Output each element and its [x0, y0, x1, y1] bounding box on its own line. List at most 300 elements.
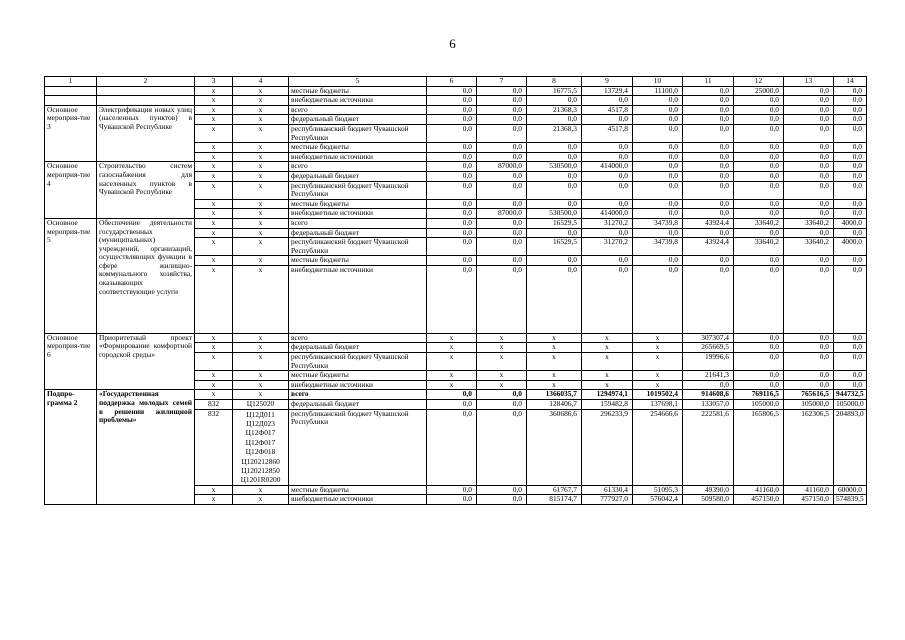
grbs-cell: x [195, 162, 233, 172]
value-cell: 204893,0 [834, 409, 867, 485]
grbs-cell: x [195, 152, 233, 162]
value-cell: 0,0 [834, 162, 867, 172]
value-cell: x [427, 343, 477, 353]
value-cell: x [527, 333, 582, 343]
value-cell: 0,0 [784, 209, 834, 219]
value-cell: 222581,6 [683, 409, 734, 485]
value-cell: 1294974,1 [582, 390, 633, 400]
value-cell: 33640,2 [734, 238, 784, 256]
value-cell: 41160,0 [734, 485, 784, 495]
value-cell: 0,0 [734, 380, 784, 390]
value-cell: 0,0 [834, 181, 867, 199]
value-cell: 0,0 [734, 199, 784, 209]
table-row [45, 96, 867, 106]
value-cell: 0,0 [834, 343, 867, 353]
value-cell: 0,0 [477, 105, 527, 115]
grbs-cell: x [195, 143, 233, 153]
value-cell: 914608,6 [683, 390, 734, 400]
value-cell: 0,0 [784, 105, 834, 115]
value-cell: x [477, 343, 527, 353]
col-num: 2 [97, 77, 195, 87]
event-title-cell [97, 96, 195, 106]
value-cell: 4000,0 [834, 218, 867, 228]
kbk-cell: x [233, 485, 289, 495]
value-cell: 0,0 [427, 390, 477, 400]
kbk-cell: x [233, 115, 289, 125]
value-cell: x [633, 371, 683, 381]
col-num: 13 [784, 77, 834, 87]
value-cell: 265669,5 [683, 343, 734, 353]
kbk-cell: x [233, 218, 289, 228]
col-num: 3 [195, 77, 233, 87]
col-num: 9 [582, 77, 633, 87]
event-cell: Основное мероприя-тие 4 [45, 162, 97, 219]
event-cell: Основное мероприя-тие 5 [45, 218, 97, 333]
value-cell: 296233,9 [582, 409, 633, 485]
value-cell: 0,0 [427, 409, 477, 485]
value-cell: 0,0 [527, 171, 582, 181]
value-cell: 1366035,7 [527, 390, 582, 400]
value-cell: 0,0 [582, 115, 633, 125]
value-cell: 159482,8 [582, 400, 633, 410]
value-cell: 0,0 [427, 96, 477, 106]
value-cell: 0,0 [734, 115, 784, 125]
source-cell: всего [289, 162, 427, 172]
value-cell: 1019502,4 [633, 390, 683, 400]
value-cell: x [477, 333, 527, 343]
value-cell: 0,0 [734, 124, 784, 142]
value-cell: 0,0 [734, 105, 784, 115]
value-cell: 457150,0 [734, 495, 784, 505]
value-cell: 0,0 [477, 199, 527, 209]
value-cell: 49390,0 [683, 485, 734, 495]
value-cell: 0,0 [582, 152, 633, 162]
value-cell: 0,0 [683, 228, 734, 238]
grbs-cell: x [195, 181, 233, 199]
value-cell: 0,0 [527, 96, 582, 106]
grbs-cell: x [195, 265, 233, 333]
value-cell: 0,0 [834, 171, 867, 181]
value-cell: 0,0 [683, 171, 734, 181]
source-cell: местные бюджеты [289, 371, 427, 381]
value-cell: 0,0 [527, 265, 582, 333]
value-cell: x [633, 380, 683, 390]
value-cell: 43924,4 [683, 238, 734, 256]
source-cell: федеральный бюджет [289, 400, 427, 410]
value-cell: 0,0 [834, 86, 867, 96]
value-cell: 0,0 [477, 265, 527, 333]
value-cell: 0,0 [784, 124, 834, 142]
table-row [45, 162, 867, 172]
kbk-cell: x [233, 152, 289, 162]
value-cell: 0,0 [633, 115, 683, 125]
value-cell: 87000,0 [477, 162, 527, 172]
value-cell: 0,0 [477, 390, 527, 400]
event-title-cell: Обеспечение деятельности государственных (муниципальных) учреждений, организаций, осуществляющих функции в сфере жилищно-коммунального хозяйства, оказывающих соответствующие услуги [97, 218, 195, 333]
value-cell: 0,0 [784, 380, 834, 390]
value-cell: 0,0 [633, 152, 683, 162]
kbk-cell: x [233, 380, 289, 390]
value-cell: 0,0 [683, 124, 734, 142]
source-cell: внебюджетные источники [289, 495, 427, 505]
value-cell: 0,0 [683, 209, 734, 219]
grbs-cell: x [195, 343, 233, 353]
value-cell: x [527, 380, 582, 390]
value-cell: 11100,0 [633, 86, 683, 96]
value-cell: 509580,0 [683, 495, 734, 505]
value-cell: 105000,0 [734, 400, 784, 410]
value-cell: 0,0 [477, 400, 527, 410]
kbk-cell: Ц125020 [233, 400, 289, 410]
value-cell: 574839,5 [834, 495, 867, 505]
col-num: 1 [45, 77, 97, 87]
value-cell: 0,0 [477, 495, 527, 505]
value-cell: 19996,6 [683, 353, 734, 371]
value-cell: x [582, 353, 633, 371]
kbk-cell: x [233, 143, 289, 153]
value-cell: 0,0 [633, 124, 683, 142]
value-cell: 0,0 [427, 485, 477, 495]
grbs-cell: x [195, 105, 233, 115]
value-cell: 0,0 [683, 256, 734, 266]
value-cell: x [633, 343, 683, 353]
col-num: 4 [233, 77, 289, 87]
value-cell: 0,0 [834, 209, 867, 219]
value-cell: 0,0 [427, 218, 477, 228]
grbs-cell: x [195, 390, 233, 400]
kbk-cell: Ц12Д011 Ц12Д023 Ц12Ф017 Ц12Ф017 Ц12Ф018 Ц120212860 Ц120212850 Ц1201R0200 [233, 409, 289, 485]
value-cell: 0,0 [527, 181, 582, 199]
value-cell: 0,0 [527, 256, 582, 266]
value-cell: 0,0 [582, 96, 633, 106]
table-row [45, 390, 867, 400]
kbk-cell: x [233, 228, 289, 238]
value-cell: 0,0 [477, 228, 527, 238]
kbk-cell: x [233, 256, 289, 266]
page-number: 6 [449, 36, 456, 51]
value-cell: x [582, 333, 633, 343]
grbs-cell: x [195, 485, 233, 495]
value-cell: 0,0 [784, 228, 834, 238]
event-title-cell: Строительство систем газоснабжения для населенных пунктов в Чувашской Республике [97, 162, 195, 219]
col-num: 11 [683, 77, 734, 87]
grbs-cell: x [195, 96, 233, 106]
source-cell: местные бюджеты [289, 86, 427, 96]
value-cell: 0,0 [633, 162, 683, 172]
value-cell: 0,0 [784, 181, 834, 199]
value-cell: 0,0 [834, 143, 867, 153]
kbk-cell: x [233, 105, 289, 115]
value-cell: x [427, 371, 477, 381]
value-cell: x [633, 333, 683, 343]
value-cell: 0,0 [784, 371, 834, 381]
source-cell: всего [289, 105, 427, 115]
value-cell: 60000,0 [834, 485, 867, 495]
value-cell: 0,0 [427, 115, 477, 125]
value-cell: 0,0 [427, 181, 477, 199]
value-cell: 0,0 [477, 115, 527, 125]
value-cell: 0,0 [683, 143, 734, 153]
value-cell: 0,0 [633, 96, 683, 106]
kbk-cell: x [233, 181, 289, 199]
value-cell: 0,0 [683, 105, 734, 115]
event-cell: Основное мероприя-тие 6 [45, 333, 97, 390]
value-cell: 133057,0 [683, 400, 734, 410]
value-cell: 0,0 [834, 105, 867, 115]
value-cell: 0,0 [784, 152, 834, 162]
value-cell: 31270,2 [582, 218, 633, 228]
kbk-cell: x [233, 495, 289, 505]
value-cell: 0,0 [427, 152, 477, 162]
value-cell: 0,0 [784, 265, 834, 333]
value-cell: 769116,5 [734, 390, 784, 400]
grbs-cell: x [195, 353, 233, 371]
source-cell: внебюджетные источники [289, 380, 427, 390]
value-cell: 0,0 [784, 86, 834, 96]
grbs-cell: 832 [195, 400, 233, 410]
value-cell: 0,0 [427, 400, 477, 410]
value-cell: 0,0 [834, 371, 867, 381]
value-cell: 0,0 [734, 171, 784, 181]
value-cell: 4000,0 [834, 238, 867, 256]
value-cell: 0,0 [633, 265, 683, 333]
value-cell: x [477, 380, 527, 390]
kbk-cell: x [233, 371, 289, 381]
value-cell: 0,0 [582, 143, 633, 153]
value-cell: 815174,7 [527, 495, 582, 505]
value-cell: 0,0 [633, 209, 683, 219]
budget-table [44, 76, 867, 505]
kbk-cell: x [233, 162, 289, 172]
source-cell: республиканский бюджет Чувашской Республики [289, 238, 427, 256]
value-cell: 0,0 [527, 199, 582, 209]
kbk-cell: x [233, 96, 289, 106]
event-cell [45, 96, 97, 106]
value-cell: x [582, 380, 633, 390]
value-cell: 576042,4 [633, 495, 683, 505]
value-cell: x [527, 343, 582, 353]
value-cell: 165806,5 [734, 409, 784, 485]
value-cell: 0,0 [527, 143, 582, 153]
kbk-cell: x [233, 343, 289, 353]
value-cell: 0,0 [784, 96, 834, 106]
source-cell: всего [289, 218, 427, 228]
grbs-cell: x [195, 218, 233, 228]
value-cell: x [582, 343, 633, 353]
value-cell: x [527, 371, 582, 381]
value-cell: 0,0 [734, 96, 784, 106]
value-cell: 0,0 [477, 171, 527, 181]
grbs-cell: x [195, 115, 233, 125]
value-cell: 0,0 [834, 115, 867, 125]
col-num: 12 [734, 77, 784, 87]
value-cell: 0,0 [633, 199, 683, 209]
subprogram-cell: Подпро-грамма 2 [45, 390, 97, 505]
grbs-cell: x [195, 256, 233, 266]
value-cell: 0,0 [784, 115, 834, 125]
grbs-cell: x [195, 86, 233, 96]
col-num: 14 [834, 77, 867, 87]
value-cell: 0,0 [784, 256, 834, 266]
value-cell: 0,0 [427, 228, 477, 238]
value-cell: 51095,3 [633, 485, 683, 495]
source-cell: всего [289, 390, 427, 400]
value-cell: 0,0 [633, 171, 683, 181]
source-cell: федеральный бюджет [289, 171, 427, 181]
subprogram-title-cell: «Государственная поддержка молодых семей в решении жилищной проблемы» [97, 390, 195, 505]
kbk-cell: x [233, 86, 289, 96]
value-cell: 360686,6 [527, 409, 582, 485]
value-cell: 944732,5 [834, 390, 867, 400]
value-cell: 0,0 [834, 265, 867, 333]
value-cell: 16529,5 [527, 218, 582, 228]
value-cell: 0,0 [734, 181, 784, 199]
value-cell: 0,0 [477, 96, 527, 106]
grbs-cell: x [195, 228, 233, 238]
value-cell: 0,0 [834, 380, 867, 390]
grbs-cell: x [195, 371, 233, 381]
value-cell: 0,0 [427, 199, 477, 209]
value-cell: 13729,4 [582, 86, 633, 96]
value-cell: 0,0 [633, 143, 683, 153]
value-cell: 530500,0 [527, 162, 582, 172]
value-cell: 0,0 [834, 199, 867, 209]
source-cell: республиканский бюджет Чувашской Республики [289, 181, 427, 199]
value-cell: x [527, 353, 582, 371]
value-cell: 0,0 [427, 209, 477, 219]
value-cell: 0,0 [734, 371, 784, 381]
value-cell: 21368,3 [527, 105, 582, 115]
value-cell: x [477, 371, 527, 381]
value-cell: 25000,0 [734, 86, 784, 96]
value-cell: 0,0 [834, 333, 867, 343]
value-cell: 457150,0 [784, 495, 834, 505]
value-cell: 0,0 [834, 256, 867, 266]
value-cell: 0,0 [427, 256, 477, 266]
value-cell: 0,0 [784, 143, 834, 153]
grbs-cell: 832 [195, 409, 233, 485]
value-cell: 87000,0 [477, 209, 527, 219]
value-cell: 0,0 [834, 152, 867, 162]
source-cell: внебюджетные источники [289, 152, 427, 162]
value-cell: 0,0 [734, 256, 784, 266]
source-cell: местные бюджеты [289, 256, 427, 266]
value-cell: 0,0 [477, 485, 527, 495]
value-cell: 0,0 [633, 228, 683, 238]
value-cell: 0,0 [683, 181, 734, 199]
value-cell: 0,0 [427, 86, 477, 96]
source-cell: внебюджетные источники [289, 96, 427, 106]
value-cell: 307307,4 [683, 333, 734, 343]
value-cell: 0,0 [582, 256, 633, 266]
value-cell: 33640,2 [784, 238, 834, 256]
event-cell [45, 86, 97, 96]
grbs-cell: x [195, 209, 233, 219]
value-cell: 61767,7 [527, 485, 582, 495]
value-cell: 0,0 [683, 152, 734, 162]
event-title-cell: Приоритетный проект «Формирование комфортной городской среды» [97, 333, 195, 390]
col-num: 7 [477, 77, 527, 87]
value-cell: 0,0 [784, 171, 834, 181]
event-title-cell [97, 86, 195, 96]
value-cell: 105000,0 [784, 400, 834, 410]
source-cell: федеральный бюджет [289, 228, 427, 238]
value-cell: 0,0 [477, 181, 527, 199]
value-cell: 0,0 [527, 228, 582, 238]
grbs-cell: x [195, 238, 233, 256]
grbs-cell: x [195, 495, 233, 505]
value-cell: 0,0 [683, 86, 734, 96]
source-cell: республиканский бюджет Чувашской Республики [289, 124, 427, 142]
kbk-cell: x [233, 238, 289, 256]
value-cell: 31270,2 [582, 238, 633, 256]
value-cell: 0,0 [734, 343, 784, 353]
value-cell: 0,0 [784, 199, 834, 209]
value-cell: 0,0 [477, 409, 527, 485]
kbk-cell: x [233, 333, 289, 343]
value-cell: 162306,5 [784, 409, 834, 485]
value-cell: 4517,8 [582, 105, 633, 115]
value-cell: 0,0 [784, 353, 834, 371]
table-row [45, 86, 867, 96]
value-cell: x [633, 353, 683, 371]
value-cell: 0,0 [582, 181, 633, 199]
grbs-cell: x [195, 380, 233, 390]
value-cell: x [427, 380, 477, 390]
table-row [45, 218, 867, 228]
source-cell: местные бюджеты [289, 143, 427, 153]
value-cell: 0,0 [427, 105, 477, 115]
source-cell: внебюджетные источники [289, 265, 427, 333]
value-cell: 0,0 [734, 162, 784, 172]
value-cell: x [582, 371, 633, 381]
value-cell: x [427, 333, 477, 343]
col-num: 5 [289, 77, 427, 87]
value-cell: 0,0 [834, 124, 867, 142]
value-cell: 0,0 [734, 228, 784, 238]
source-cell: всего [289, 333, 427, 343]
value-cell: 34739,8 [633, 238, 683, 256]
source-cell: республиканский бюджет Чувашской Республики [289, 353, 427, 371]
value-cell: x [427, 353, 477, 371]
value-cell: 0,0 [527, 115, 582, 125]
value-cell: 0,0 [427, 265, 477, 333]
value-cell: 0,0 [784, 333, 834, 343]
value-cell: 0,0 [582, 228, 633, 238]
kbk-cell: x [233, 390, 289, 400]
grbs-cell: x [195, 124, 233, 142]
source-cell: местные бюджеты [289, 199, 427, 209]
value-cell: 0,0 [683, 96, 734, 106]
grbs-cell: x [195, 171, 233, 181]
value-cell: 0,0 [477, 152, 527, 162]
value-cell: 0,0 [427, 124, 477, 142]
value-cell: 0,0 [633, 181, 683, 199]
value-cell: 777927,0 [582, 495, 633, 505]
kbk-cell: x [233, 209, 289, 219]
value-cell: 0,0 [582, 171, 633, 181]
value-cell: 0,0 [784, 162, 834, 172]
value-cell: 0,0 [477, 238, 527, 256]
value-cell: 0,0 [477, 124, 527, 142]
value-cell: 0,0 [734, 265, 784, 333]
value-cell: 0,0 [834, 353, 867, 371]
value-cell: 530500,0 [527, 209, 582, 219]
value-cell: 21368,3 [527, 124, 582, 142]
value-cell: 0,0 [582, 265, 633, 333]
value-cell: 33640,2 [734, 218, 784, 228]
value-cell: x [477, 353, 527, 371]
